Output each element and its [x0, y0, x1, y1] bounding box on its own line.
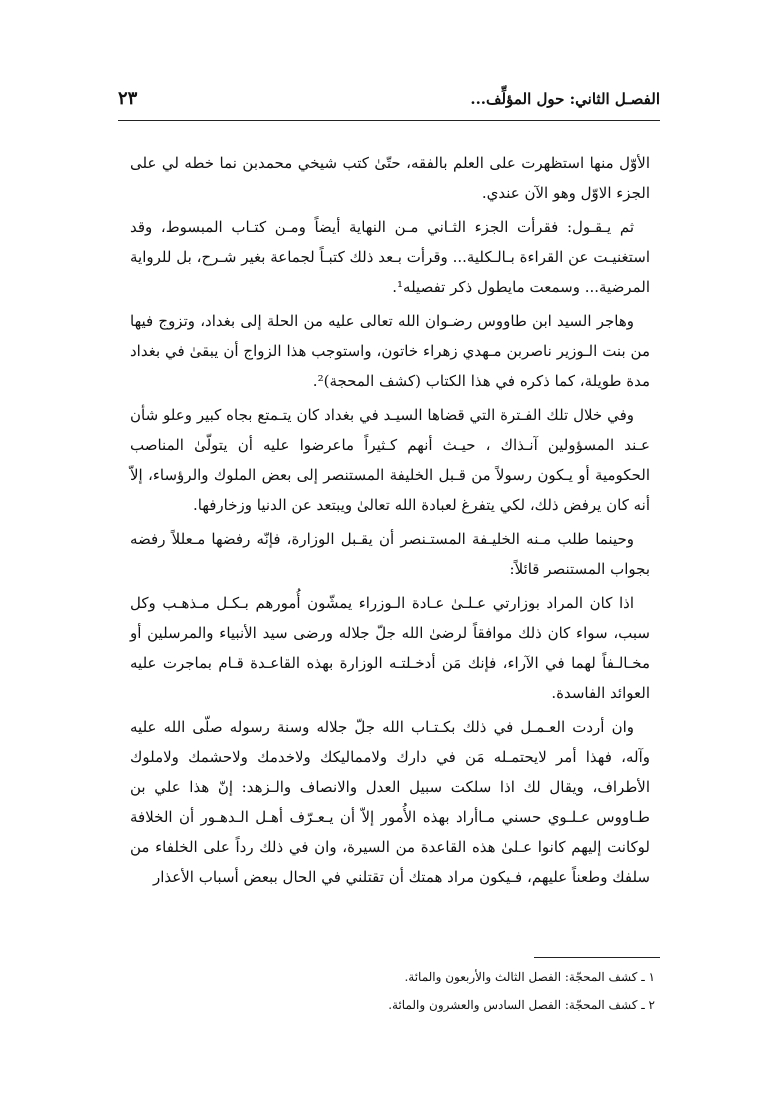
paragraph: وفي خلال تلك الفـترة التي قضاها السيـد في بغداد كان يتـمتع بجاه كبير وعلو شأن عـند المسؤولين آنـذاك ، حيـث أنهم كـثيراً ماعرضوا عليه أن يتولّىٰ المناصب الحكومية أو يـكون رسولاً من قـبل الخليفة المستنصر إلى بعض الملوك والرؤساء، إلاّ أنه كان يرفض ذلك، لكي يتفرغ لعبادة الله تعالىٰ ويبتعد عن الدنيا وزخارفها.	[130, 406, 650, 514]
quote-paragraph: اذا كان المراد بوزارتي عـلـىٰ عـادة الـوزراء يمشّون أُمورهم بـكـل مـذهـب وكل سبب، سواء كان ذلك موافقاً لرضىٰ الله جلّ جلاله ورضى سيد الأنبياء والمرسلين أو مخـالـفاً لهما في الآراء، فإنك مَن أدخـلتـه الوزارة بهذه القاعـدة قـام بماجرت عليه العوائد الفاسدة.	[130, 594, 650, 702]
paragraph: الأوّل منها استظهرت على العلم بالفقه، حتّىٰ كتب شيخي محمدبن نما خطه لي على الجزء الاوّل وهو الآن عندي.	[130, 154, 650, 202]
footnote-1: ١ ـ كشف المحجّة: الفصل الثالث والأربعون والمائة.	[404, 970, 655, 984]
main-text	[130, 148, 650, 896]
footnote-2: ٢ ـ كشف المحجّة: الفصل السادس والعشرون والمائة.	[388, 998, 655, 1012]
running-header	[118, 88, 660, 118]
page-number: ٢٣	[118, 88, 138, 109]
footnotes	[130, 963, 655, 1019]
paragraph: وحينما طلب مـنه الخليـفة المستـنصر أن يقـبل الوزارة، فإنّه رفضها مـعللاً رفضه بجواب المستنصر قائلاً:	[130, 530, 650, 578]
quote-paragraph: وان أردت العـمـل في ذلك بكـتـاب الله جلّ جلاله وسنة رسوله صلّى الله عليه وآله، فهذا أمر لايحتمـله مَن في دارك ولامماليكك ولاخدمك ولاحشمك ولاملوك الأطراف، ويقال لك اذا سلكت سبيل العدل والانصاف والـزهد: إنّ هذا علي بن طـاووس عـلـوي حسني مـاأراد بهذه الأُمور إلاّ أن يـعـرّف أهـل الـدهـور أن الخلافة لوكانت إليهم كانوا عـلىٰ هذه القاعدة من السيرة، وان في ذلك رداً على الخلفاء من سلفك وطعناً عليهم، فـيكون مراد همتك أن تقتلني في الحال ببعض أسباب الأعذار	[130, 718, 650, 886]
chapter-title: الفصـل الثاني: حول المؤلِّف...	[470, 90, 660, 108]
paragraph: ثم يـقـول: فقرأت الجزء الثـاني مـن النهاية أيضاً ومـن كتـاب المبسوط، وقد استغنيـت عن القراءة بـالـكلية... وقرأت بـعد ذلك كتبـاً لجماعة بغير شـرح، بل للرواية المرضية... وسمعت مايطول ذكر تفصيله¹.	[130, 218, 650, 296]
header-divider	[118, 120, 660, 121]
footnote-divider	[534, 957, 660, 958]
paragraph: وهاجر السيد ابن طاووس رضـوان الله تعالى عليه من الحلة إلى بغداد، وتزوج فيها من بنت الـوزير ناصربن مـهدي زهراء خاتون، واستوجب هذا الزواج أن يبقىٰ في بغداد مدة طويلة، كما ذكره في هذا الكتاب (كشف المحجة)².	[130, 312, 650, 390]
